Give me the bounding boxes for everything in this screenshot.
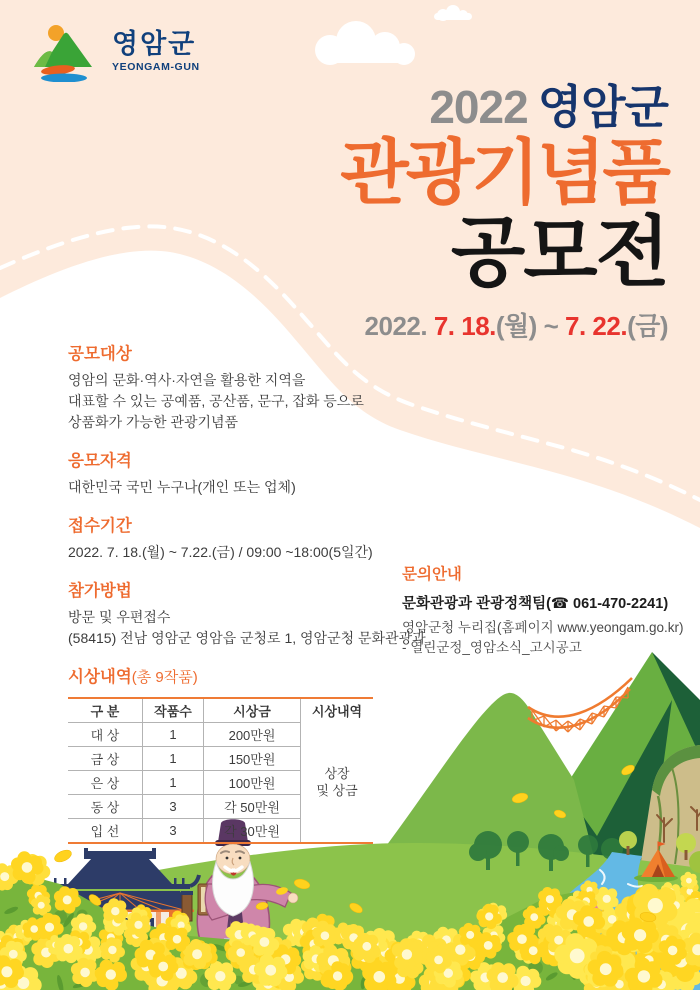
award-cell: 1 xyxy=(143,771,204,795)
section-line: 영암의 문화·역사·자연을 활용한 지역을 xyxy=(68,372,306,388)
section-target xyxy=(68,340,418,433)
section-line: 대표할 수 있는 공예품, 공산품, 문구, 잡화 등으로 xyxy=(68,393,364,409)
period-start-day: (월) xyxy=(495,311,537,341)
title-main: 관광기념품 xyxy=(340,134,668,213)
award-detail-cell xyxy=(301,723,374,844)
col-header: 작품수 xyxy=(143,698,204,723)
contact-info xyxy=(402,562,684,658)
section-heading: 응모자격 xyxy=(68,452,132,470)
period-end: 7. 22. xyxy=(565,311,628,341)
award-cell: 1 xyxy=(143,723,204,747)
award-cell: 각 30만원 xyxy=(204,819,301,844)
section-line: 대한민국 국민 누구나(개인 또는 업체) xyxy=(68,479,296,495)
awards-heading xyxy=(68,663,418,687)
award-cell: 200만원 xyxy=(204,723,301,747)
section-heading: 참가방법 xyxy=(68,582,132,600)
award-cell: 100만원 xyxy=(204,771,301,795)
section-how-to-apply xyxy=(68,577,426,649)
award-cell: 은 상 xyxy=(68,771,143,795)
logo-name-english: YEONGAM-GUN xyxy=(112,61,200,73)
award-cell: 1 xyxy=(143,747,204,771)
period-end-day: (금) xyxy=(627,311,668,341)
award-cell: 3 xyxy=(143,819,204,844)
contest-period xyxy=(365,306,668,343)
period-start: 7. 18. xyxy=(433,311,496,341)
col-header: 시상내역 xyxy=(301,698,374,723)
logo-name-korean: 영암군 xyxy=(112,29,197,59)
section-eligibility xyxy=(68,447,418,498)
award-cell: 150만원 xyxy=(204,747,301,771)
title-region: 영암군 xyxy=(537,81,668,133)
period-separator: ~ xyxy=(543,311,559,341)
contact-team: 문화관광과 관광정책팀(☎ 061-470-2241) xyxy=(402,596,669,612)
section-line: 상품화가 가능한 관광기념품 xyxy=(68,414,239,430)
section-line: 2022. 7. 18.(월) ~ 7.22.(금) / 09:00 ~18:00(5일간) xyxy=(68,544,373,560)
logo-mountain-icon xyxy=(30,22,102,82)
award-detail-line: 상장 xyxy=(324,766,350,782)
award-detail-line: 및 상금 xyxy=(316,783,358,799)
award-cell: 입 선 xyxy=(68,819,143,844)
info-column xyxy=(68,340,426,844)
table-header-row xyxy=(68,698,373,723)
col-header: 구 분 xyxy=(90,704,120,719)
section-line: (58415) 전남 영암군 영암읍 군청로 1, 영암군청 문화관광과 xyxy=(68,630,426,646)
col-header: 시상금 xyxy=(204,698,301,723)
yeongam-logo xyxy=(30,22,200,82)
award-cell: 3 xyxy=(143,795,204,819)
title-year: 2022 xyxy=(429,81,528,133)
awards-table xyxy=(68,697,373,844)
section-heading: 접수기간 xyxy=(68,517,132,535)
title-line-year-region xyxy=(340,81,668,133)
scholar-hand xyxy=(288,893,298,903)
contact-website: 영암군청 누리집(홈페이지 www.yeongam.go.kr) xyxy=(402,620,684,635)
award-cell: 금 상 xyxy=(68,747,143,771)
section-schedule xyxy=(68,512,418,563)
awards-heading-note: (총 9작품) xyxy=(131,669,198,686)
section-line: 방문 및 우편접수 xyxy=(68,609,171,625)
title-sub: 공모전 xyxy=(450,210,668,296)
period-year: 2022. xyxy=(364,311,428,341)
awards-heading-label: 시상내역 xyxy=(68,668,132,686)
award-cell: 각 50만원 xyxy=(204,795,301,819)
award-cell: 대 상 xyxy=(68,723,143,747)
section-heading: 공모대상 xyxy=(68,345,132,363)
contact-heading: 문의안내 xyxy=(402,566,462,583)
contact-menu-path: - 열린군정_영암소식_고시공고 xyxy=(402,640,582,655)
table-row xyxy=(68,723,373,747)
award-cell: 동 상 xyxy=(68,795,143,819)
poster-title xyxy=(340,81,668,296)
